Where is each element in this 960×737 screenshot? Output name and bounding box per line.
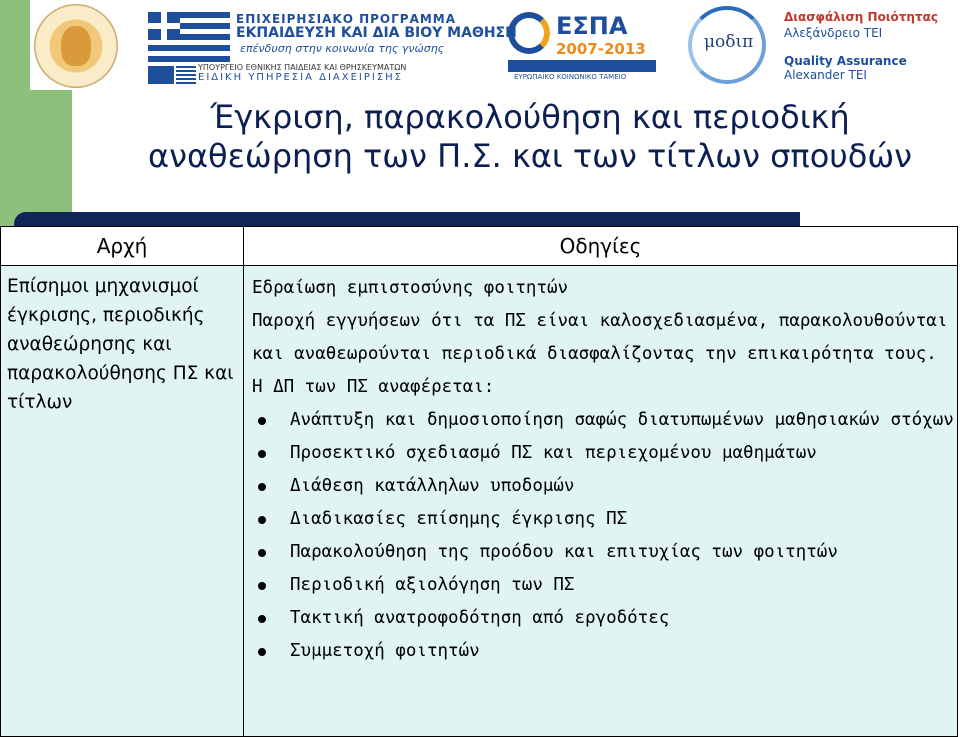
table-row <box>1 266 958 737</box>
list-item: Διάθεση κατάλληλων υποδομών <box>252 470 957 503</box>
qa-title: Διασφάλιση Ποιότητας <box>784 10 938 24</box>
greek-flag-icon <box>148 12 230 62</box>
table-header-row <box>1 227 958 266</box>
programme-line1: ΕΠΙΧΕΙΡΗΣΙΑΚΟ ΠΡΟΓΡΑΜΜΑ <box>236 12 457 26</box>
list-item: Τακτική ανατροφοδότηση από εργοδότες <box>252 602 957 635</box>
programme-slogan: επένδυση στην κοινωνία της γνώσης <box>240 42 445 55</box>
modip-logo <box>686 4 776 88</box>
guidance-cell <box>244 266 958 737</box>
espa-years: 2007-2013 <box>556 40 646 58</box>
column-header-principle: Αρχή <box>1 227 244 266</box>
espa-name: ΕΣΠΑ <box>556 12 628 40</box>
list-item: Περιοδική αξιολόγηση των ΠΣ <box>252 569 957 602</box>
seal-head-icon <box>61 26 91 66</box>
column-header-guidance: Οδηγίες <box>244 227 958 266</box>
guidelines-table <box>0 226 958 737</box>
greek-flag-small-icon <box>176 66 196 84</box>
list-item: Διαδικασίες επίσημης έγκρισης ΠΣ <box>252 503 957 536</box>
guidance-heading: Εδραίωση εμπιστοσύνης φοιτητών <box>252 278 569 298</box>
qa-institution-en: Alexander TEI <box>784 68 867 82</box>
qa-institution: Αλεξάνδρειο ΤΕΙ <box>784 26 883 40</box>
university-seal-logo <box>34 4 118 88</box>
programme-line2: ΕΚΠΑΙΔΕΥΣΗ ΚΑΙ ΔΙΑ ΒΙΟΥ ΜΑΘΗΣΗ <box>236 25 517 41</box>
modip-text: μοδιπ <box>704 32 754 52</box>
list-item: Ανάπτυξη και δημοσιοποίηση σαφώς διατυπωμένων μαθησιακών στόχων <box>252 404 957 437</box>
eu-flag-icon <box>148 66 174 84</box>
managing-authority-text: ΕΙΔΙΚΗ ΥΠΗΡΕΣΙΑ ΔΙΑΧΕΙΡΙΣΗΣ <box>198 72 403 83</box>
principle-cell: Επίσημοι μηχανισμοί έγκρισης, περιοδικής αναθεώρησης και παρακολούθησης ΠΣ και τίτλων <box>1 266 244 737</box>
qa-title-en: Quality Assurance <box>784 54 907 68</box>
ministry-text: ΥΠΟΥΡΓΕΙΟ ΕΘΝΙΚΗΣ ΠΑΙΔΕΙΑΣ ΚΑΙ ΘΡΗΣΚΕΥΜΑΤΩΝ <box>198 63 407 72</box>
espa-fund: ΕΥΡΩΠΑΪΚΟ ΚΟΙΝΩΝΙΚΟ ΤΑΜΕΙΟ <box>514 73 627 81</box>
list-item: Συμμετοχή φοιτητών <box>252 635 957 668</box>
espa-logo <box>508 12 656 82</box>
espa-bar <box>508 60 656 72</box>
guidance-list <box>252 404 957 668</box>
operational-programme-logo <box>148 12 517 84</box>
list-item: Παρακολούθηση της προόδου και επιτυχίας των φοιτητών <box>252 536 957 569</box>
espa-mark-icon <box>508 12 550 54</box>
list-item: Προσεκτικό σχεδιασμό ΠΣ και περιεχομένου μαθημάτων <box>252 437 957 470</box>
page-title: Έγκριση, παρακολούθηση και περιοδική αναθεώρηση των Π.Σ. και των τίτλων σπουδών <box>147 98 913 175</box>
guidance-text: Παροχή εγγυήσεων ότι τα ΠΣ είναι καλοσχεδιασμένα, παρακολουθούνται και αναθεωρούνται περιοδικά διασφαλίζοντας την επικαιρότητα τους. Η ΔΠ των ΠΣ αναφέρεται: <box>252 311 948 397</box>
